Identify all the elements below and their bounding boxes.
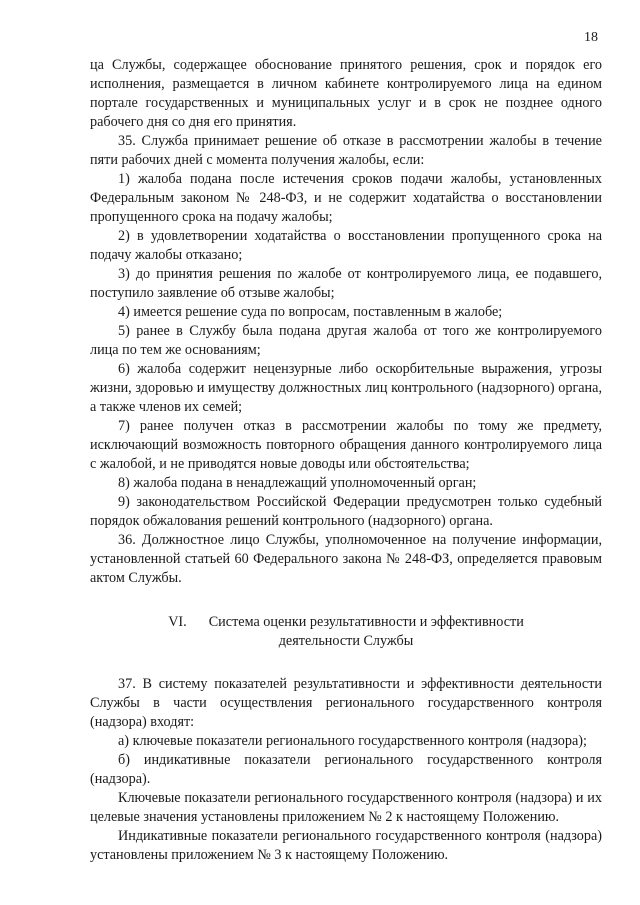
section-heading	[90, 613, 602, 651]
section-title-line1: Система оценки результативности и эффективности	[208, 614, 524, 630]
list-item-7: 7) ранее получен отказ в рассмотрении жалобы по тому же предмету, исключающий возможность повторного обращения данного контролируемого лица с жалобой, и не приводятся новые доводы или обстоятельства;	[90, 418, 602, 472]
section-title-line2: деятельности Службы	[278, 633, 414, 649]
paragraph-35: 35. Служба принимает решение об отказе в рассмотрении жалобы в течение пяти рабочих дней с момента получения жалобы, если:	[90, 133, 602, 168]
list-item-5: 5) ранее в Службу была подана другая жалоба от того же контролируемого лица по тем же основаниям;	[90, 323, 602, 358]
list-item-4: 4) имеется решение суда по вопросам, поставленным в жалобе;	[118, 304, 503, 320]
paragraph-indicative-indicators: Индикативные показатели регионального государственного контроля (надзора) установлены приложением № 3 к настоящему Положению.	[90, 828, 602, 863]
paragraph-37: 37. В систему показателей результативности и эффективности деятельности Службы в части осуществления регионального государственного контроля (надзора) входят:	[90, 676, 602, 730]
list-item-1: 1) жалоба подана после истечения сроков подачи жалобы, установленных Федеральным законом № 248-ФЗ, и не содержит ходатайства о восстановлении пропущенного срока на подачу жалобы;	[90, 171, 602, 225]
document-body	[90, 56, 602, 865]
paragraph-key-indicators: Ключевые показатели регионального государственного контроля (надзора) и их целевые значения установлены приложением № 2 к настоящему Положению.	[90, 790, 602, 825]
page-number: 18	[584, 30, 598, 45]
list-item-2: 2) в удовлетворении ходатайства о восстановлении пропущенного срока на подачу жалобы отказано;	[90, 228, 602, 263]
list-item-9: 9) законодательством Российской Федерации предусмотрен только судебный порядок обжалования решений контрольного (надзорного) органа.	[90, 494, 602, 529]
list-item-6: 6) жалоба содержит нецензурные либо оскорбительные выражения, угрозы жизни, здоровью и имуществу должностных лиц контрольного (надзорного) органа, а также членов их семей;	[90, 361, 602, 415]
list-item-a: а) ключевые показатели регионального государственного контроля (надзора);	[118, 733, 587, 749]
list-item-3: 3) до принятия решения по жалобе от контролируемого лица, ее подавшего, поступило заявление об отзыве жалобы;	[90, 266, 602, 301]
list-item-b: б) индикативные показатели регионального государственного контроля (надзора).	[90, 752, 602, 787]
paragraph-36: 36. Должностное лицо Службы, уполномоченное на получение информации, установленной статьей 60 Федерального закона № 248-ФЗ, определяется правовым актом Службы.	[90, 532, 602, 586]
section-number: VI.	[168, 614, 187, 630]
paragraph-continuation: ца Службы, содержащее обоснование принятого решения, срок и порядок его исполнения, размещается в личном кабинете контролируемого лица на едином портале государственных и муниципальных услуг и в срок не позднее одного рабочего дня со дня его принятия.	[90, 57, 602, 130]
list-item-8: 8) жалоба подана в ненадлежащий уполномоченный орган;	[118, 475, 477, 491]
